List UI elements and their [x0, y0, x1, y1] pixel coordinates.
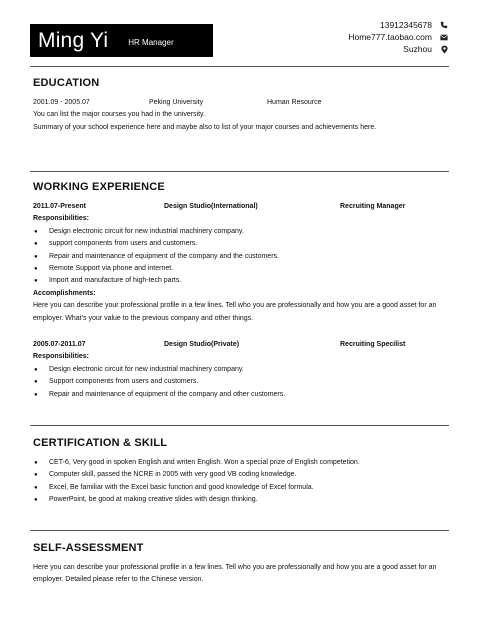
divider [30, 66, 449, 67]
list-item: ● Remote Support via phone and internet. [33, 263, 446, 275]
list-item: ● PowerPoint, be good at making creative slides with design thinking. [33, 494, 446, 506]
job-header [33, 201, 446, 213]
work-title: WORKING EXPERIENCE [33, 181, 165, 193]
list-item: ● Computer skill, passed the NCRE in 2005 with very good VB coding knowledge. [33, 469, 446, 481]
accomplishments-label: Accomplishments: [33, 289, 96, 297]
education-entry [33, 97, 446, 109]
education-summary: Summary of your school experience here and maybe also to list of your major courses and achievements here. [33, 123, 377, 131]
contact-info [348, 19, 450, 55]
job-position: Recruiting Manager [340, 203, 406, 210]
mail-icon [438, 34, 450, 41]
job-period: 2011.07-Present [33, 203, 86, 210]
education-period: 2001.09 - 2005.07 [33, 99, 90, 106]
job-position: Recruiting Specilist [340, 341, 406, 349]
responsibilities-label: Responsibilities: [33, 215, 90, 223]
education-major: Human Resource [267, 99, 322, 106]
name-banner [30, 24, 213, 57]
responsibilities-list [33, 364, 446, 401]
location-text: Suzhou [403, 44, 432, 54]
accomplishments-text: Here you can describe your professional profile in a few lines. Tell who you are professionally and how you are a good asset for an employer. What’s your value to the previous company and other things. [33, 302, 437, 322]
skills-title: CERTIFICATION & SKILL [33, 437, 168, 449]
list-item: ● Design electronic circuit for new industrial machinery company. [33, 364, 446, 376]
list-item: ● Support components from users and customers. [33, 376, 446, 388]
list-item: ● Design electronic circuit for new industrial machinery company. [33, 226, 446, 238]
self-assessment-section [33, 541, 446, 587]
job-period: 2005.07-2011.07 [33, 341, 86, 349]
job-header [33, 339, 446, 351]
self-assessment-title: SELF-ASSESSMENT [33, 542, 144, 554]
work-section [33, 180, 446, 401]
self-assessment-text: Here you can describe your professional profile in a few lines. Tell who you are professionally and how you are a good asset for an employer. Detailed please refer to the Chinese version. [33, 564, 437, 584]
responsibilities-label: Responsibilities: [33, 353, 90, 361]
education-section [33, 76, 446, 134]
education-line: You can list the major courses you had in the university. [33, 111, 205, 119]
job-company: Design Studio(Private) [164, 341, 240, 349]
candidate-name: Ming Yi [38, 28, 109, 52]
list-item: ● support components from users and customers. [33, 238, 446, 250]
divider [30, 171, 449, 172]
list-item: ● Repair and maintenance of equipment of the company and the customers. [33, 251, 446, 263]
website-text: Home777.taobao.com [348, 32, 432, 42]
responsibilities-list [33, 226, 446, 288]
list-item: ● Excel, Be familiar with the Excel basic function and good knowledge of Excel formula. [33, 482, 446, 494]
skills-list [33, 457, 446, 507]
candidate-role: HR Manager [128, 37, 174, 47]
divider [30, 425, 449, 426]
contact-phone [348, 19, 450, 31]
location-pin-icon [438, 45, 450, 54]
phone-number: 13912345678 [379, 20, 432, 30]
list-item: ● CET-6, Very good in spoken English and writen English. Won a special prize of English competetion. [33, 457, 446, 469]
divider [30, 530, 449, 531]
contact-location [348, 43, 450, 55]
job-company: Design Studio(International) [164, 203, 258, 210]
phone-icon [438, 21, 450, 29]
list-item: ● Repair and maintenance of equipment of the company and other customers. [33, 389, 446, 401]
skills-section [33, 436, 446, 507]
list-item: ● Import and manufacture of high-tech parts. [33, 275, 446, 287]
education-school: Peking University [149, 99, 204, 106]
contact-website [348, 31, 450, 43]
education-title: EDUCATION [33, 77, 100, 89]
